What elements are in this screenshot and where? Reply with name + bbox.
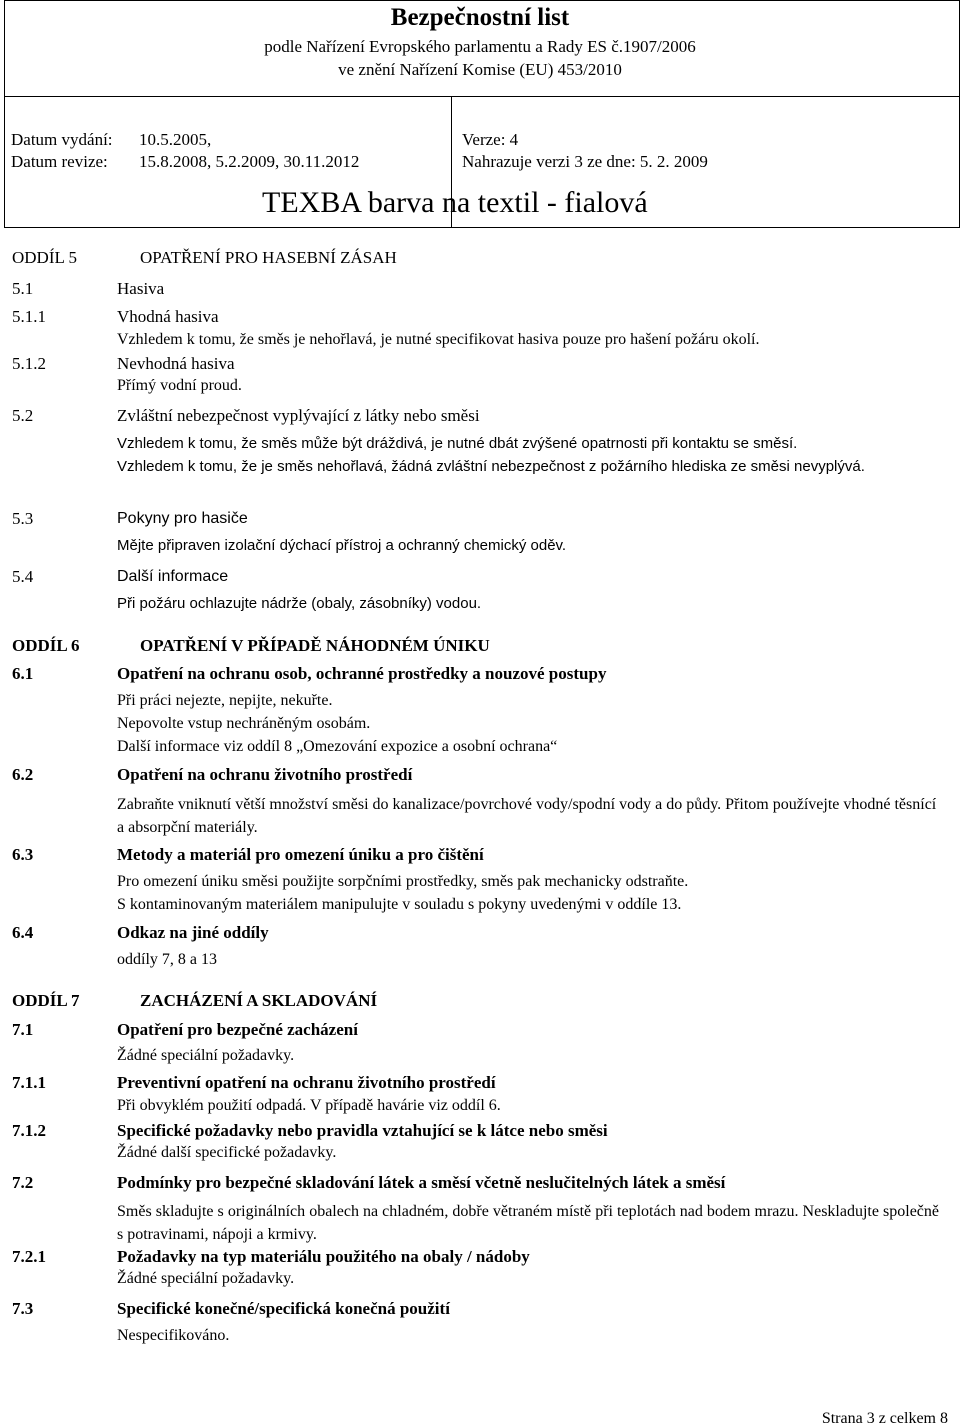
s711-title: Preventivní opatření na ochranu životního prostředí bbox=[117, 1073, 496, 1092]
s721-title: Požadavky na typ materiálu použitého na obaly / nádoby bbox=[117, 1247, 530, 1266]
s64-text: oddíly 7, 8 a 13 bbox=[117, 951, 217, 968]
s54-title: Další informace bbox=[117, 568, 229, 585]
s511-title: Vhodná hasiva bbox=[117, 307, 219, 326]
s711-num: 7.1.1 bbox=[12, 1073, 46, 1092]
s52-text-1: Vzhledem k tomu, že směs může být dráždivá, je nutné dbát zvýšené opatrnosti při kontaktu se směsí. bbox=[117, 435, 798, 452]
issue-date-value: 10.5.2005, bbox=[139, 130, 212, 149]
revision-date-value: 15.8.2008, 5.2.2009, 30.11.2012 bbox=[139, 152, 360, 171]
s52-title: Zvláštní nebezpečnost vyplývající z látky nebo směsi bbox=[117, 406, 480, 425]
amendment-line: ve znění Nařízení Komise (EU) 453/2010 bbox=[338, 60, 622, 79]
s721-text: Žádné speciální požadavky. bbox=[117, 1270, 295, 1287]
s512-title: Nevhodná hasiva bbox=[117, 354, 235, 373]
s63-text-1: Pro omezení úniku směsi použijte sorpčními prostředky, směs pak mechanicky odstraňte. bbox=[117, 873, 689, 890]
section-5-label: ODDÍL 5 bbox=[12, 248, 77, 267]
s62-title: Opatření na ochranu životního prostředí bbox=[117, 765, 413, 784]
s512-num: 5.1.2 bbox=[12, 354, 46, 373]
s61-text-2: Nepovolte vstup nechráněným osobám. bbox=[117, 715, 371, 732]
s72-num: 7.2 bbox=[12, 1173, 34, 1192]
s61-num: 6.1 bbox=[12, 664, 34, 683]
s52-text-2: Vzhledem k tomu, že je směs nehořlavá, žádná zvláštní nebezpečnost z požárního hlediska ze směsi nevyplývá. bbox=[117, 458, 865, 475]
s712-num: 7.1.2 bbox=[12, 1121, 46, 1140]
s71-num: 7.1 bbox=[12, 1020, 34, 1039]
s711-text: Při obvyklém použití odpadá. V případě havárie viz oddíl 6. bbox=[117, 1097, 501, 1114]
s52-num: 5.2 bbox=[12, 406, 34, 425]
s53-text: Mějte připraven izolační dýchací přístroj a ochranný chemický oděv. bbox=[117, 537, 567, 554]
s63-title: Metody a materiál pro omezení úniku a pro čištění bbox=[117, 845, 484, 864]
s511-num: 5.1.1 bbox=[12, 307, 46, 326]
page-number: Strana 3 z celkem 8 bbox=[821, 1410, 948, 1427]
s51-title: Hasiva bbox=[117, 279, 165, 298]
section-6-label: ODDÍL 6 bbox=[12, 636, 80, 655]
s63-num: 6.3 bbox=[12, 845, 34, 864]
s712-title: Specifické požadavky nebo pravidla vztahující se k látce nebo směsi bbox=[117, 1121, 608, 1140]
document-title: Bezpečnostní list bbox=[390, 4, 570, 31]
s53-num: 5.3 bbox=[12, 509, 34, 528]
section-7-title: ZACHÁZENÍ A SKLADOVÁNÍ bbox=[140, 991, 378, 1010]
s54-text: Při požáru ochlazujte nádrže (obaly, zásobníky) vodou. bbox=[117, 595, 482, 612]
s61-text-1: Při práci nejezte, nepijte, nekuřte. bbox=[117, 692, 333, 709]
s61-title: Opatření na ochranu osob, ochranné prostředky a nouzové postupy bbox=[117, 664, 607, 683]
s53-title: Pokyny pro hasiče bbox=[117, 510, 248, 527]
s721-num: 7.2.1 bbox=[12, 1247, 46, 1266]
replaces-version: Nahrazuje verzi 3 ze dne: 5. 2. 2009 bbox=[462, 152, 708, 171]
product-name: TEXBA barva na textil - fialová bbox=[262, 186, 648, 219]
s63-text-2: S kontaminovaným materiálem manipulujte v souladu s pokyny uvedenými v oddíle 13. bbox=[117, 896, 682, 913]
revision-date-label: Datum revize: bbox=[11, 152, 108, 171]
s54-num: 5.4 bbox=[12, 567, 34, 586]
regulation-line: podle Nařízení Evropského parlamentu a Rady ES č.1907/2006 bbox=[264, 37, 696, 56]
s512-text: Přímý vodní proud. bbox=[117, 377, 242, 394]
s62-text: Zabraňte vniknutí větší množství směsi do kanalizace/povrchové vody/spodní vody a do půdy. Přitom používejte vhodné těsnící a absorpční materiály. bbox=[117, 796, 937, 836]
section-6-title: OPATŘENÍ V PŘÍPADĚ NÁHODNÉM ÚNIKU bbox=[140, 636, 490, 655]
version-label: Verze: 4 bbox=[462, 130, 519, 149]
s51-num: 5.1 bbox=[12, 279, 34, 298]
s73-text: Nespecifikováno. bbox=[117, 1327, 230, 1344]
s73-title: Specifické konečné/specifická konečná použití bbox=[117, 1299, 450, 1318]
s72-text: Směs skladujte s originálních obalech na chladném, dobře větraném místě při teplotách nad bodem mrazu. Neskladujte společně s potravinami, nápoji a krmivy. bbox=[117, 1203, 939, 1243]
s72-title: Podmínky pro bezpečné skladování látek a směsí včetně neslučitelných látek a směsí bbox=[117, 1173, 726, 1192]
s71-text: Žádné speciální požadavky. bbox=[117, 1047, 295, 1064]
s62-num: 6.2 bbox=[12, 765, 34, 784]
s64-num: 6.4 bbox=[12, 923, 34, 942]
section-7-label: ODDÍL 7 bbox=[12, 991, 80, 1010]
s71-title: Opatření pro bezpečné zacházení bbox=[117, 1020, 358, 1039]
issue-date-label: Datum vydání: bbox=[11, 130, 113, 149]
section-5-title: OPATŘENÍ PRO HASEBNÍ ZÁSAH bbox=[140, 248, 397, 267]
header-divider bbox=[4, 96, 960, 97]
s61-text-3: Další informace viz oddíl 8 „Omezování expozice a osobní ochrana“ bbox=[117, 738, 558, 755]
s73-num: 7.3 bbox=[12, 1299, 34, 1318]
s511-text: Vzhledem k tomu, že směs je nehořlavá, je nutné specifikovat hasiva pouze pro hašení požáru okolí. bbox=[117, 331, 760, 348]
s712-text: Žádné další specifické požadavky. bbox=[117, 1144, 337, 1161]
s64-title: Odkaz na jiné oddíly bbox=[117, 923, 269, 942]
